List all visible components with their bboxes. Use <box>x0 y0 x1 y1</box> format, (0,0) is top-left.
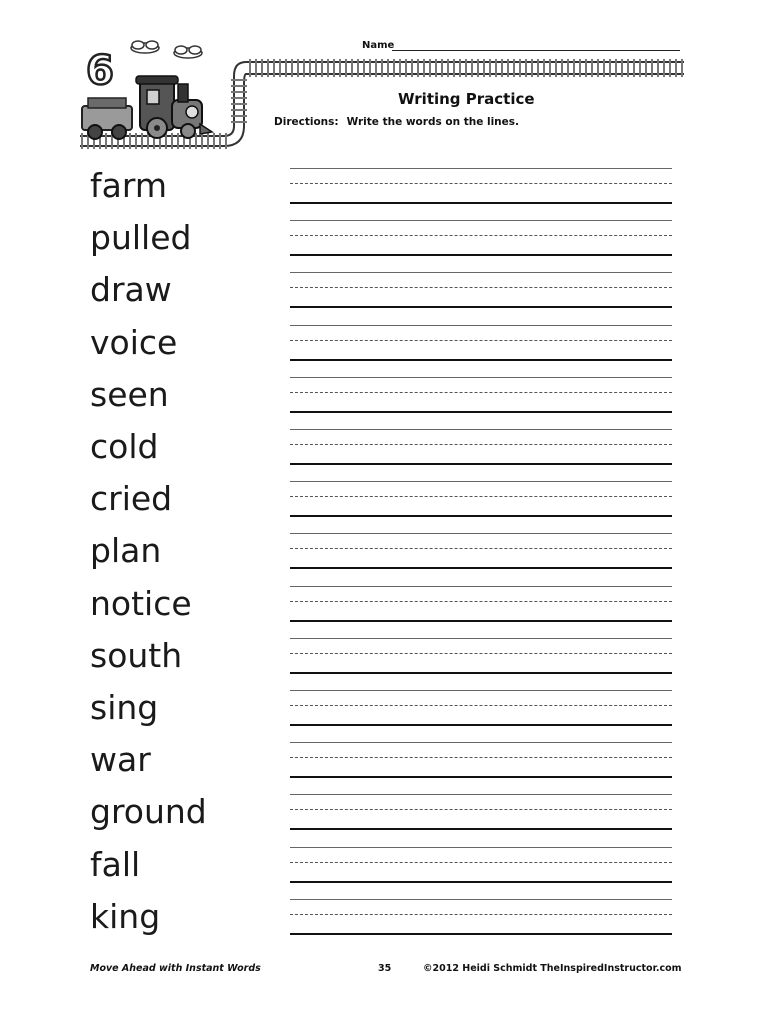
name-field[interactable] <box>392 50 680 51</box>
directions-text: Write the words on the lines. <box>346 116 520 128</box>
practice-word: draw <box>90 270 172 310</box>
dashed-midline <box>290 653 672 654</box>
dashed-midline <box>290 548 672 549</box>
practice-word: farm <box>90 166 167 205</box>
writing-line <box>290 586 672 587</box>
practice-word: war <box>90 740 151 780</box>
writing-line <box>290 828 672 830</box>
cloud-icon <box>174 46 202 58</box>
writing-line <box>290 724 672 726</box>
dashed-midline <box>290 444 672 445</box>
writing-lines[interactable] <box>290 899 672 961</box>
header-illustration <box>0 0 770 160</box>
practice-word: pulled <box>90 218 192 258</box>
writing-line <box>290 202 672 204</box>
directions-label: Directions: <box>274 116 339 128</box>
writing-line <box>290 515 672 517</box>
dashed-midline <box>290 705 672 706</box>
dashed-midline <box>290 862 672 863</box>
dashed-midline <box>290 809 672 810</box>
dashed-midline <box>290 392 672 393</box>
practice-word: king <box>90 896 161 936</box>
footer-copyright: ©2012 Heidi Schmidt TheInspiredInstructor.com <box>423 963 682 974</box>
dashed-midline <box>290 757 672 758</box>
writing-line <box>290 481 672 482</box>
writing-line <box>290 847 672 848</box>
writing-line <box>290 776 672 778</box>
writing-line <box>290 794 672 795</box>
dashed-midline <box>290 601 672 602</box>
writing-line <box>290 533 672 534</box>
practice-word: cried <box>90 479 173 519</box>
practice-word: ground <box>90 792 207 832</box>
writing-line <box>290 411 672 413</box>
practice-word: voice <box>90 322 178 362</box>
writing-line <box>290 690 672 691</box>
dashed-midline <box>290 496 672 497</box>
practice-word: notice <box>90 583 192 623</box>
directions <box>274 116 519 128</box>
practice-word: cold <box>90 427 159 466</box>
writing-line <box>290 168 672 169</box>
dashed-midline <box>290 340 672 341</box>
writing-line <box>290 638 672 639</box>
writing-line <box>290 220 672 221</box>
writing-line <box>290 567 672 569</box>
writing-line <box>290 672 672 674</box>
dashed-midline <box>290 914 672 915</box>
writing-line <box>290 899 672 900</box>
writing-line <box>290 306 672 308</box>
unit-number: 6 <box>86 48 114 94</box>
name-label: Name <box>362 40 395 51</box>
writing-line <box>290 620 672 622</box>
page-title: Writing Practice <box>398 90 535 108</box>
writing-line <box>290 377 672 378</box>
practice-word: plan <box>90 531 162 571</box>
footer-page-number: 35 <box>378 963 392 974</box>
writing-line <box>290 325 672 326</box>
writing-line <box>290 881 672 883</box>
cloud-icon <box>131 41 159 53</box>
writing-line <box>290 359 672 361</box>
writing-line <box>290 272 672 273</box>
dashed-midline <box>290 287 672 288</box>
dashed-midline <box>290 183 672 184</box>
writing-line <box>290 463 672 465</box>
practice-word: seen <box>90 374 169 414</box>
writing-line <box>290 254 672 256</box>
footer-book-title: Move Ahead with Instant Words <box>90 963 261 974</box>
writing-line <box>290 933 672 935</box>
dashed-midline <box>290 235 672 236</box>
practice-word: fall <box>90 844 141 884</box>
practice-word: sing <box>90 688 159 727</box>
writing-line <box>290 429 672 430</box>
practice-word: south <box>90 635 183 675</box>
writing-line <box>290 742 672 743</box>
